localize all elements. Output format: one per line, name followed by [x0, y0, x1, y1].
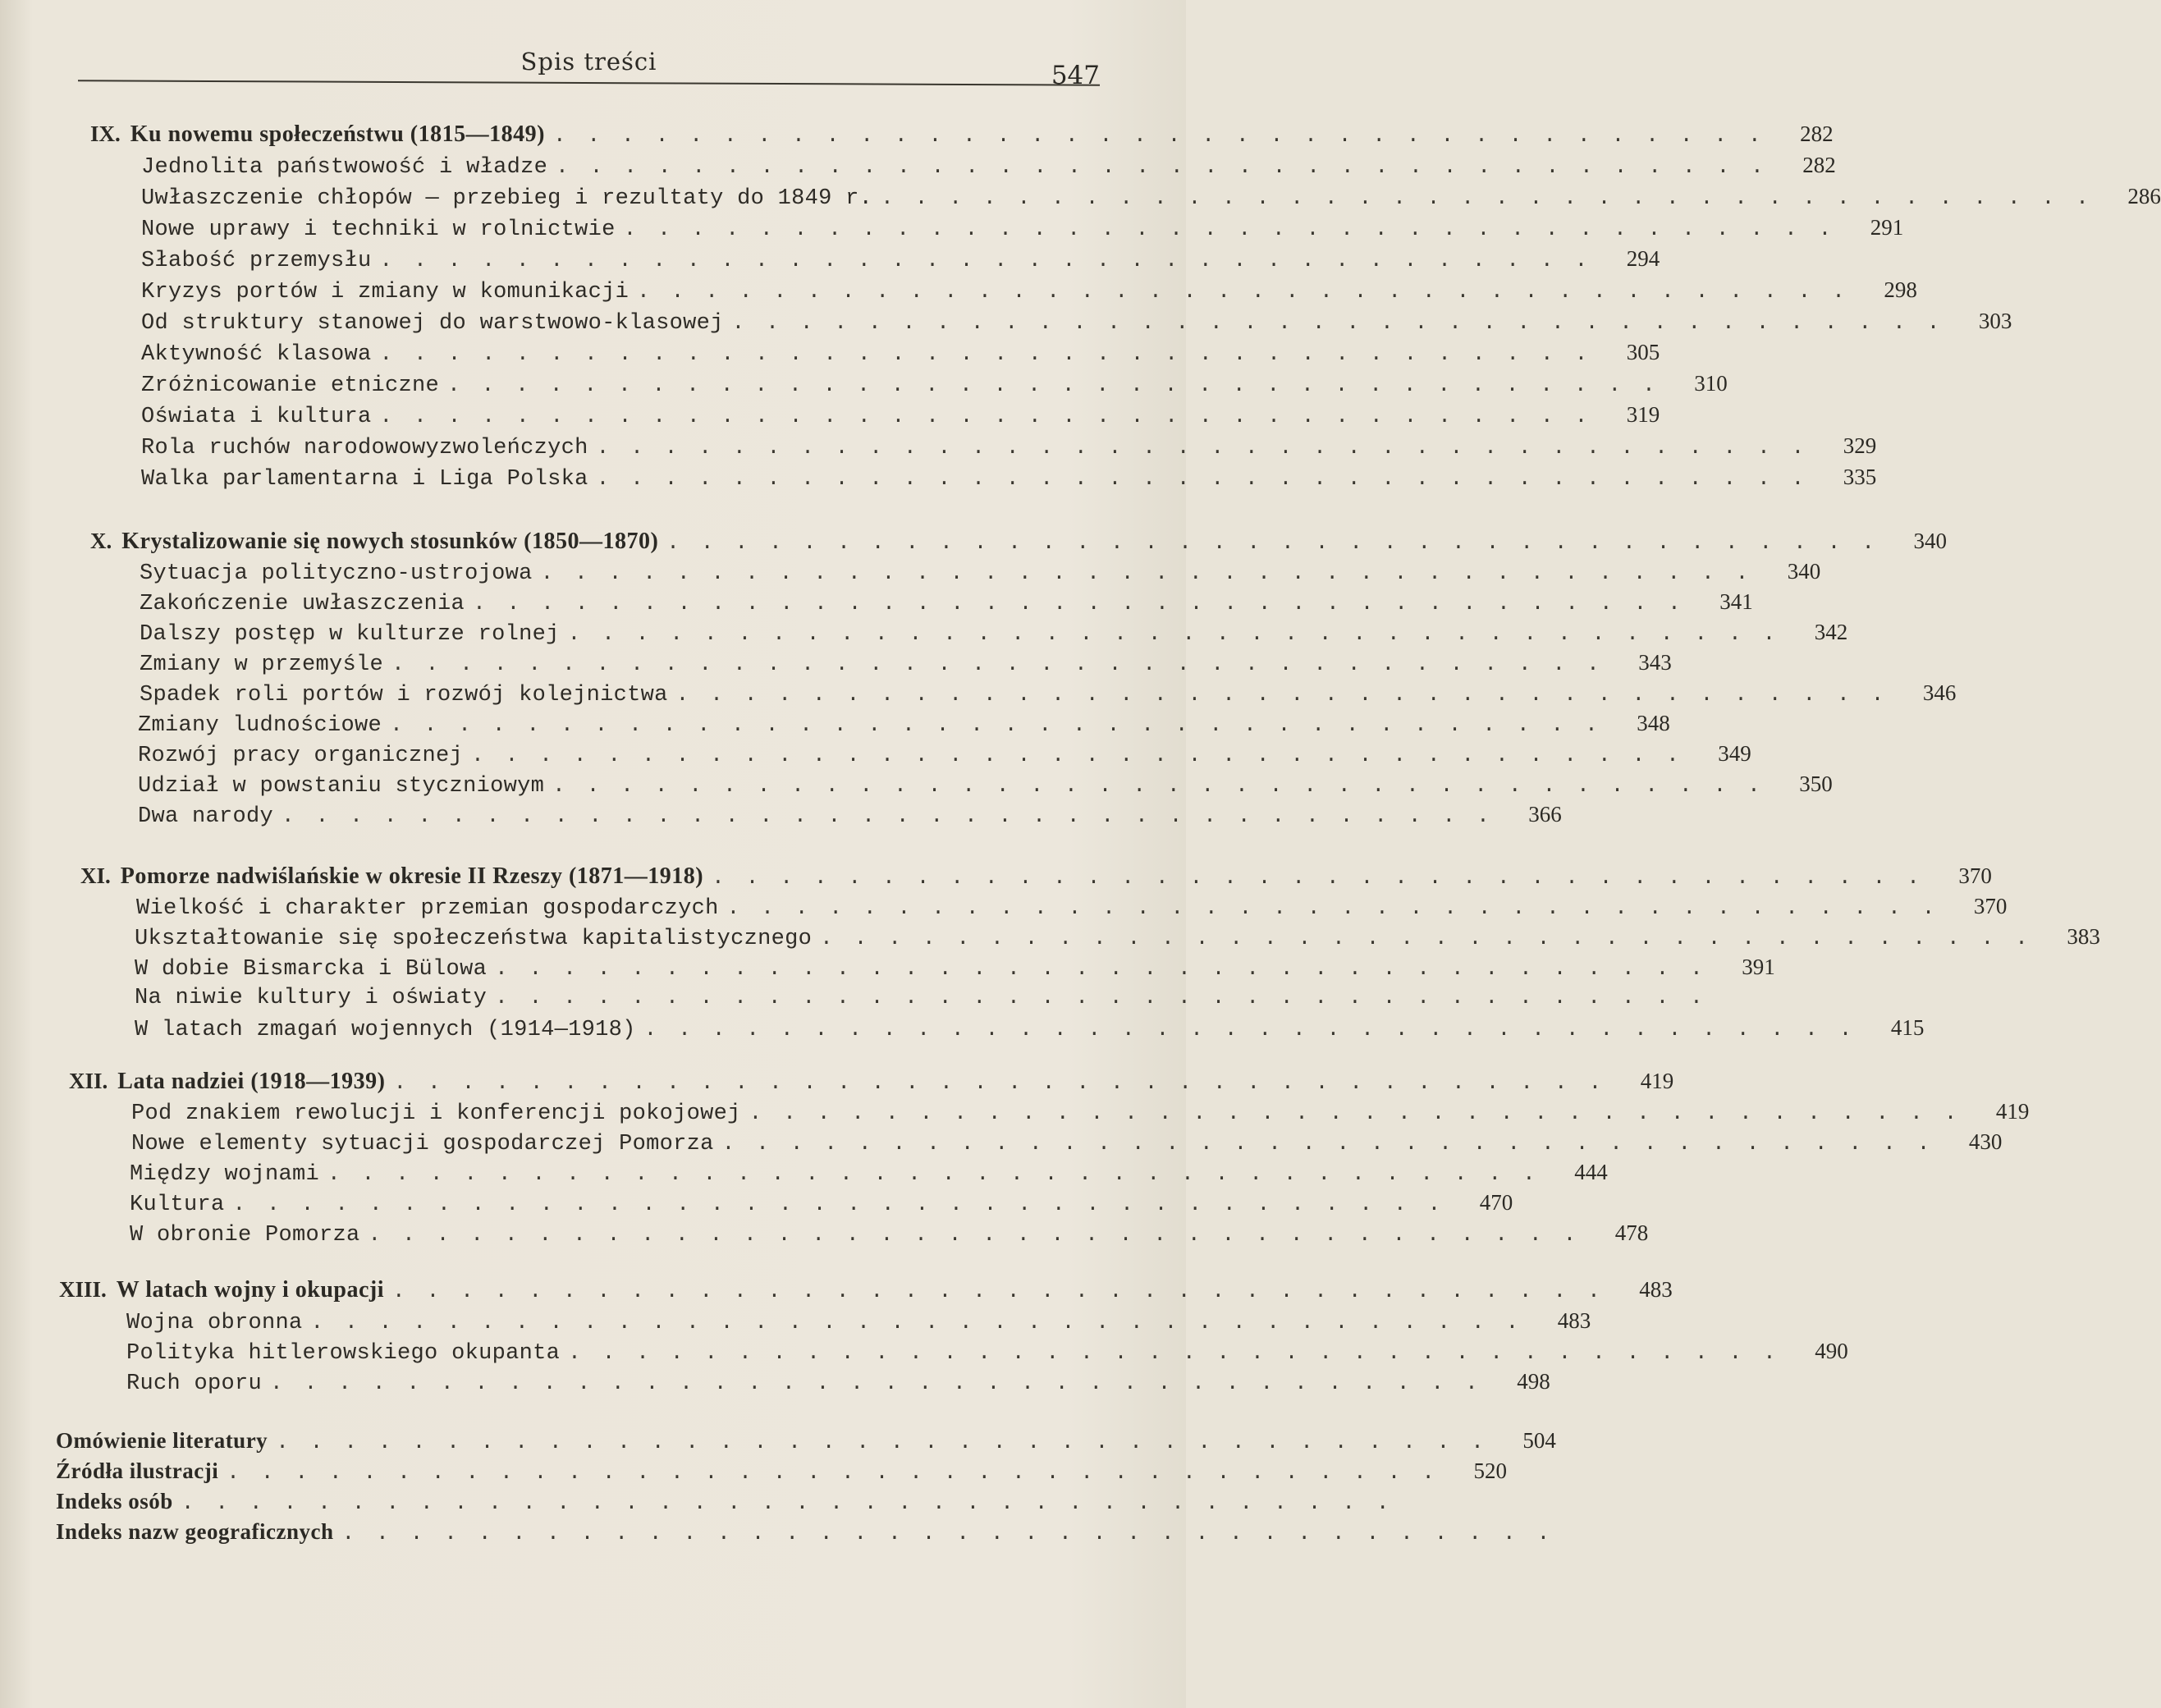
section-row — [141, 340, 1660, 369]
dot-leader: .................................... — [540, 561, 1770, 585]
chapter-page: 282 — [1800, 121, 1834, 146]
section-page: 294 — [1626, 246, 1660, 271]
dot-leader: .................................... — [731, 310, 1962, 335]
dot-leader: .................................... — [310, 1310, 1541, 1335]
section-title: Nowe uprawy i techniki w rolnictwie — [141, 218, 616, 242]
running-title: Spis treści — [520, 48, 657, 76]
section-page: 383 — [2067, 924, 2100, 949]
section-title: W obronie Pomorza — [130, 1223, 360, 1248]
chapter-title: Pomorze nadwiślańskie w okresie II Rzeszy (1871—1918) — [120, 863, 704, 889]
dot-leader: .................................... — [473, 591, 1702, 616]
section-row — [131, 1099, 2030, 1129]
section-row — [130, 1190, 1513, 1220]
dot-leader: .................................... — [820, 926, 2049, 950]
section-title: Kultura — [130, 1193, 225, 1217]
section-page: 430 — [1968, 1129, 2003, 1154]
section-title: Aktywność klasowa — [141, 342, 372, 367]
section-page: 349 — [1718, 741, 1751, 766]
section-row — [141, 309, 2012, 338]
section-title: Pod znakiem rewolucji i konferencji pokojowej — [131, 1101, 741, 1126]
chapter-title: Krystalizowanie się nowych stosunków (1850—1870) — [121, 529, 659, 554]
section-row — [141, 465, 1877, 494]
section-row — [141, 246, 1660, 276]
section-row — [135, 1015, 1925, 1045]
section-title: Jednolita państwowość i władze — [141, 155, 548, 180]
chapter-number: IX. — [90, 121, 121, 146]
section-title: Rola ruchów narodowowyzwoleńczych — [141, 436, 588, 460]
dot-leader: .................................... — [675, 682, 1906, 707]
chapter-number: XIII. — [59, 1277, 107, 1302]
section-row — [135, 985, 1724, 1014]
section-title: Zmiany ludnościowe — [138, 713, 382, 738]
section-title: Wojna obronna — [126, 1311, 303, 1335]
chapter-heading — [90, 121, 1834, 151]
dot-leader: .................................... — [393, 1070, 1623, 1095]
section-page: 346 — [1922, 680, 1957, 705]
section-title: Udział w powstaniu styczniowym — [138, 774, 545, 799]
back-matter-row — [56, 1489, 1411, 1518]
dot-leader: .................................... — [623, 217, 1853, 241]
section-page: 490 — [1815, 1339, 1848, 1363]
dot-leader: .................................... — [447, 373, 1677, 397]
section-row — [141, 184, 2161, 213]
section-row — [126, 1369, 1550, 1399]
section-page: 415 — [1890, 1015, 1925, 1040]
back-matter-title: Indeks osób — [56, 1489, 173, 1513]
section-title: Polityka hitlerowskiego okupanta — [126, 1341, 561, 1366]
section-page: 341 — [1719, 589, 1753, 614]
dot-leader: .................................... — [392, 1279, 1622, 1303]
dot-leader: .................................... — [390, 712, 1619, 737]
section-row — [141, 215, 1904, 245]
dot-leader: .................................... — [552, 123, 1783, 148]
dot-leader: .................................... — [596, 435, 1826, 460]
section-title: Między wojnami — [130, 1162, 320, 1187]
section-row — [131, 1129, 2003, 1159]
section-page: 498 — [1517, 1369, 1550, 1394]
chapter-number: XI. — [80, 863, 111, 888]
section-row — [140, 620, 1848, 649]
back-matter-page: 504 — [1522, 1428, 1556, 1453]
dot-leader: .................................... — [712, 865, 1941, 890]
section-title: Dwa narody — [138, 804, 274, 829]
chapter-heading — [59, 1277, 1673, 1307]
dot-leader: .................................... — [379, 248, 1609, 272]
page-number: 547 — [1051, 61, 1100, 90]
chapter-title: Ku nowemu społeczeństwu (1815—1849) — [130, 121, 545, 147]
section-row — [130, 1220, 1649, 1250]
dot-leader: .................................... — [726, 895, 1957, 920]
section-row — [138, 741, 1751, 771]
section-title: W dobie Bismarcka i Bülowa — [135, 957, 488, 982]
chapter-page: 483 — [1639, 1277, 1673, 1302]
section-row — [141, 371, 1728, 401]
dot-leader: .................................... — [666, 530, 1896, 555]
section-row — [130, 1160, 1608, 1189]
section-title: W latach zmagań wojennych (1914—1918) — [135, 1018, 636, 1042]
dot-leader: .................................... — [556, 154, 1785, 179]
dot-leader: .................................... — [721, 1131, 1952, 1156]
section-title: Od struktury stanowej do warstwowo-klasowej — [141, 311, 724, 336]
section-row — [141, 433, 1877, 463]
chapter-number: XII. — [69, 1069, 108, 1093]
dot-leader: .................................... — [596, 466, 1826, 491]
dot-leader: .................................... — [749, 1101, 1979, 1125]
section-row — [136, 894, 2008, 923]
section-row — [140, 680, 1957, 710]
section-title: Zróżnicowanie etniczne — [141, 373, 440, 398]
dot-leader: .................................... — [643, 1017, 1874, 1042]
section-title: Na niwie kultury i oświaty — [135, 986, 488, 1010]
section-title: Sytuacja polityczno-ustrojowa — [140, 561, 533, 586]
section-page: 483 — [1557, 1308, 1591, 1333]
section-row — [138, 711, 1670, 740]
dot-leader: .................................... — [495, 985, 1724, 1010]
dot-leader: .................................... — [471, 743, 1701, 767]
section-row — [126, 1308, 1591, 1338]
dot-leader: .................................... — [232, 1192, 1463, 1216]
back-matter-row — [56, 1458, 1507, 1488]
section-page: 343 — [1638, 650, 1672, 675]
section-row — [141, 153, 1836, 182]
dot-leader: .................................... — [495, 956, 1724, 981]
section-row — [138, 772, 1833, 801]
chapter-page: 370 — [1958, 863, 1992, 888]
dot-leader: .................................... — [368, 1222, 1598, 1247]
section-page: 329 — [1843, 433, 1877, 458]
section-page: 319 — [1626, 402, 1660, 427]
dot-leader: .................................... — [637, 279, 1866, 304]
dot-leader: .................................... — [181, 1490, 1411, 1515]
section-title: Spadek roli portów i rozwój kolejnictwa — [140, 683, 668, 707]
dot-leader: .................................... — [341, 1521, 1572, 1545]
section-row — [140, 559, 1821, 588]
chapter-title: W latach wojny i okupacji — [116, 1277, 385, 1303]
chapter-heading — [69, 1069, 1674, 1098]
dot-leader: .................................... — [270, 1371, 1499, 1395]
section-page: 291 — [1870, 215, 1904, 240]
chapter-page: 340 — [1913, 529, 1947, 553]
dot-leader: .................................... — [567, 621, 1797, 646]
back-matter-title: Źródła ilustracji — [56, 1458, 219, 1483]
section-page: 286 — [2127, 184, 2161, 208]
section-page: 350 — [1799, 772, 1833, 796]
section-title: Ukształtowanie się społeczeństwa kapitalistycznego — [135, 927, 813, 951]
section-row — [135, 924, 2100, 954]
section-page: 335 — [1843, 465, 1877, 489]
chapter-title: Lata nadziei (1918—1939) — [117, 1069, 386, 1094]
section-page: 282 — [1802, 153, 1836, 177]
section-page: 391 — [1742, 955, 1775, 979]
section-row — [135, 955, 1775, 984]
section-title: Wielkość i charakter przemian gospodarczych — [136, 896, 719, 921]
section-row — [138, 802, 1562, 831]
section-title: Walka parlamentarna i Liga Polska — [141, 467, 588, 492]
back-matter-row — [56, 1519, 1572, 1549]
section-page: 444 — [1574, 1160, 1608, 1184]
chapter-page: 419 — [1640, 1069, 1674, 1093]
chapter-heading — [80, 863, 1992, 893]
section-page: 478 — [1614, 1220, 1649, 1245]
dot-leader: .................................... — [282, 804, 1511, 828]
back-matter-title: Indeks nazw geograficznych — [56, 1519, 334, 1544]
dot-leader: .................................... — [227, 1460, 1456, 1485]
section-page: 340 — [1787, 559, 1821, 584]
section-page: 298 — [1884, 277, 1917, 302]
chapter-number: X. — [90, 529, 112, 553]
section-row — [140, 589, 1753, 619]
section-page: 310 — [1694, 371, 1728, 396]
back-matter-row — [56, 1428, 1556, 1458]
section-title: Rozwój pracy organicznej — [138, 744, 464, 768]
section-page: 370 — [1973, 894, 2008, 918]
section-page: 342 — [1814, 620, 1848, 644]
section-row — [126, 1339, 1848, 1368]
section-page: 305 — [1626, 340, 1660, 364]
back-matter-page: 520 — [1473, 1458, 1507, 1483]
section-title: Kryzys portów i zmiany w komunikacji — [141, 280, 630, 305]
dot-leader: .................................... — [552, 773, 1782, 798]
section-page: 303 — [1978, 309, 2012, 333]
section-title: Ruch oporu — [126, 1371, 263, 1396]
section-row — [141, 277, 1917, 307]
chapter-heading — [90, 529, 1947, 558]
section-page: 366 — [1528, 802, 1562, 827]
dot-leader: .................................... — [379, 404, 1609, 428]
section-title: Dalszy postęp w kulturze rolnej — [140, 622, 560, 647]
section-title: Oświata i kultura — [141, 405, 372, 429]
section-title: Słabość przemysłu — [141, 249, 372, 273]
section-title: Zakończenie uwłaszczenia — [140, 592, 465, 616]
dot-leader: .................................... — [276, 1430, 1505, 1454]
dot-leader: .................................... — [327, 1161, 1557, 1186]
section-page: 348 — [1637, 711, 1670, 735]
section-page: 419 — [1995, 1099, 2030, 1124]
dot-leader: .................................... — [881, 185, 2110, 210]
section-title: Nowe elementy sytuacji gospodarczej Pomorza — [131, 1132, 714, 1156]
back-matter-title: Omówienie literatury — [56, 1428, 268, 1453]
section-page: 470 — [1479, 1190, 1513, 1215]
section-row — [141, 402, 1660, 432]
dot-leader: .................................... — [391, 652, 1621, 676]
section-row — [140, 650, 1672, 680]
dot-leader: .................................... — [379, 341, 1609, 366]
dot-leader: .................................... — [568, 1340, 1797, 1365]
section-title: Uwłaszczenie chłopów — przebieg i rezultaty do 1849 r. — [141, 186, 873, 211]
section-title: Zmiany w przemyśle — [140, 653, 384, 677]
